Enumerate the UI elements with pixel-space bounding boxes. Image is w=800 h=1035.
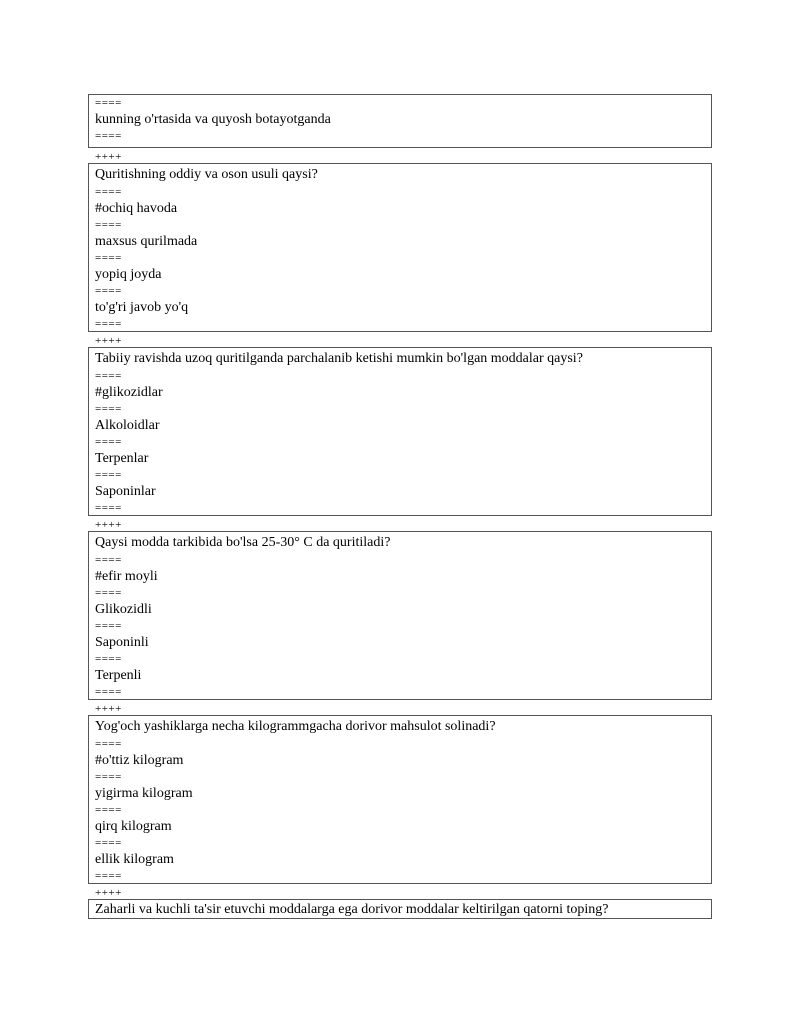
separator: ==== (95, 219, 122, 231)
question-block (88, 531, 712, 700)
separator: ==== (95, 837, 122, 849)
document-page (88, 94, 712, 919)
option: maxsus qurilmada (95, 234, 198, 249)
divider: ++++ (95, 519, 122, 531)
question-text: Yog'och yashiklarga necha kilogrammgacha dorivor mahsulot solinadi? (95, 719, 496, 734)
option: yopiq joyda (95, 267, 162, 282)
question-block (88, 715, 712, 884)
answer-text: kunning o'rtasida va quyosh botayotganda (95, 112, 331, 127)
separator: ==== (95, 870, 122, 882)
separator: ==== (95, 252, 122, 264)
option: Glikozidli (95, 602, 152, 617)
separator: ==== (95, 653, 122, 665)
separator: ==== (95, 318, 122, 330)
question-block (88, 163, 712, 332)
option: Saponinli (95, 635, 149, 650)
option: #glikozidlar (95, 385, 163, 400)
option: ellik kilogram (95, 852, 174, 867)
separator: ==== (95, 469, 122, 481)
divider: ++++ (95, 703, 122, 715)
separator: ==== (95, 587, 122, 599)
separator: ==== (95, 502, 122, 514)
divider: ++++ (95, 887, 122, 899)
option: #efir moyli (95, 569, 158, 584)
separator: ==== (95, 686, 122, 698)
question-text: Zaharli va kuchli ta'sir etuvchi moddalarga ega dorivor moddalar keltirilgan qatorni toping? (95, 902, 609, 917)
separator: ==== (95, 436, 122, 448)
answer-block (88, 94, 712, 148)
separator: ==== (95, 285, 122, 297)
option: qirq kilogram (95, 819, 172, 834)
divider: ++++ (95, 335, 122, 347)
option: #o'ttiz kilogram (95, 753, 184, 768)
question-text: Qaysi modda tarkibida bo'lsa 25-30° C da quritiladi? (95, 535, 391, 550)
separator: ==== (95, 620, 122, 632)
option: Alkoloidlar (95, 418, 160, 433)
question-block (88, 347, 712, 516)
divider: ++++ (95, 151, 122, 163)
option: Saponinlar (95, 484, 156, 499)
separator: ==== (95, 554, 122, 566)
question-text: Quritishning oddiy va oson usuli qaysi? (95, 167, 318, 182)
option: #ochiq havoda (95, 201, 178, 216)
option: Terpenli (95, 668, 142, 683)
separator: ==== (95, 130, 122, 142)
separator: ==== (95, 804, 122, 816)
separator: ==== (95, 186, 122, 198)
separator: ==== (95, 370, 122, 382)
question-block (88, 899, 712, 919)
separator: ==== (95, 738, 122, 750)
option: yigirma kilogram (95, 786, 193, 801)
question-text: Tabiiy ravishda uzoq quritilganda parchalanib ketishi mumkin bo'lgan moddalar qaysi? (95, 351, 583, 366)
option: to'g'ri javob yo'q (95, 300, 189, 315)
separator: ==== (95, 403, 122, 415)
option: Terpenlar (95, 451, 149, 466)
separator: ==== (95, 97, 122, 109)
separator: ==== (95, 771, 122, 783)
